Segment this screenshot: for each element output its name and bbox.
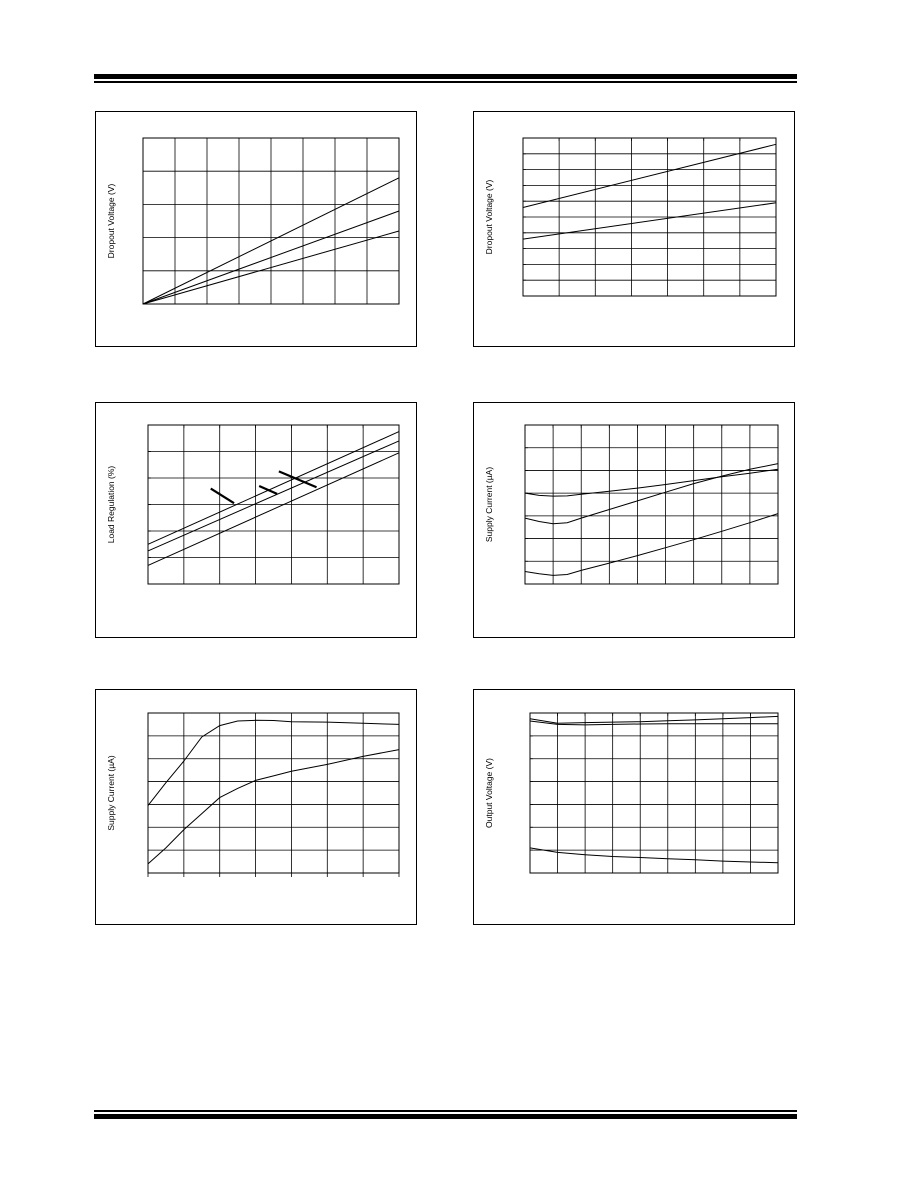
plot-frame xyxy=(525,425,778,584)
series-line-2 xyxy=(148,750,399,864)
chart-svg xyxy=(474,403,796,639)
y-axis-label: Supply Current (µA) xyxy=(106,755,116,831)
chart-panel-5 xyxy=(95,689,417,925)
footer-rule-thin xyxy=(94,1110,797,1112)
series-line-1 xyxy=(530,716,778,723)
series-line-1 xyxy=(148,432,399,545)
y-axis-label: Load Regulation (%) xyxy=(106,465,116,544)
chart-panel-3 xyxy=(95,402,417,638)
chart-svg xyxy=(474,690,796,926)
plot-frame xyxy=(530,713,778,873)
chart-panel-1 xyxy=(95,111,417,347)
series-line-1 xyxy=(148,720,399,805)
series-line-2 xyxy=(523,203,776,239)
y-axis-label: Dropout Voltage (V) xyxy=(484,179,494,255)
plot-frame xyxy=(148,713,399,873)
chart-svg xyxy=(96,690,418,926)
chart-panel-6 xyxy=(473,689,795,925)
series-line-1 xyxy=(525,469,778,496)
y-axis-label: Output Voltage (V) xyxy=(484,758,494,828)
header-rule-thin xyxy=(94,81,797,83)
series-line-2 xyxy=(148,441,399,551)
chart-svg xyxy=(96,403,418,639)
chart-panel-4 xyxy=(473,402,795,638)
y-axis-label: Dropout Voltage (V) xyxy=(106,183,116,259)
footer-rule-thick xyxy=(94,1114,797,1119)
chart-panel-2 xyxy=(473,111,795,347)
header-rule-thick xyxy=(94,74,797,79)
y-axis-label: Supply Current (µA) xyxy=(484,466,494,543)
annotation-arrow-1 xyxy=(211,489,234,504)
series-line-3 xyxy=(148,453,399,566)
chart-svg xyxy=(96,112,418,348)
chart-svg xyxy=(474,112,796,348)
series-line-2 xyxy=(525,464,778,524)
